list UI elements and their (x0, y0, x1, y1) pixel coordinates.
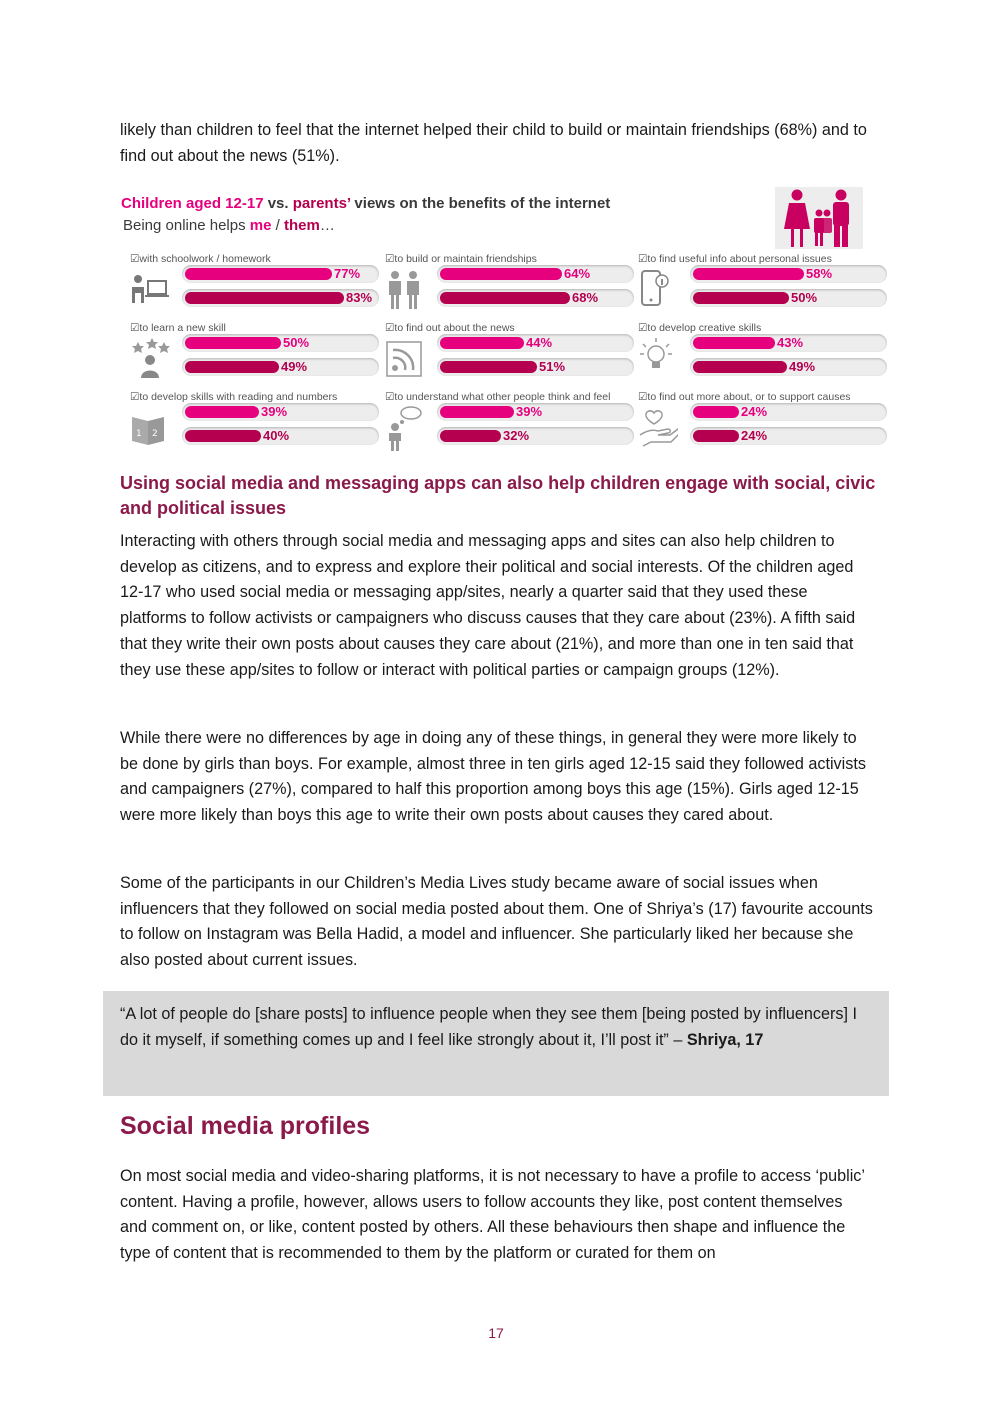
parents-bar-track (182, 289, 379, 307)
quote-box (103, 991, 889, 1096)
lightbulb-icon (638, 336, 678, 384)
paragraph-3: Some of the participants in our Children’s Media Lives study became aware of social issues when influencers that they followed on social media posted about them. One of Shriya’s (17) favourite accounts to follow on Instagram was Bella Hadid, a model and influencer. She particularly liked her because she also posted about current issues. (120, 874, 873, 970)
children-bar-track (182, 265, 379, 283)
parents-value-label: 24% (741, 428, 768, 443)
benefit-label: ☑to learn a new skill (130, 322, 226, 334)
children-bar-track (690, 265, 887, 283)
parents-bar-track (437, 289, 634, 307)
children-bar (693, 268, 804, 280)
parents-bar-track (690, 358, 887, 376)
benefit-item (638, 322, 876, 388)
parents-value-label: 49% (281, 359, 308, 374)
children-value-label: 43% (777, 335, 804, 350)
title-children: Children aged 12-17 (121, 195, 264, 212)
children-bar (440, 406, 514, 418)
benefit-item (130, 253, 373, 319)
children-bar (693, 406, 739, 418)
benefit-label: ☑to find useful info about personal issues (638, 253, 832, 265)
parents-bar (693, 361, 787, 373)
children-bar-track (182, 403, 379, 421)
children-bar-track (690, 403, 887, 421)
title-rest: views on the benefits of the internet (350, 195, 611, 212)
page-number: 17 (488, 1325, 504, 1341)
paragraph-2: While there were no differences by age in doing any of these things, in general they were more likely to be done by girls than boys. For example, almost three in ten girls aged 12-15 said they followed activists and campaigners (27%), compared to half this proportion among boys this age (15%). Girls aged 12-15 were more likely than boys this age to write their own posts about causes they cared about. (120, 729, 866, 825)
children-bar (185, 337, 281, 349)
parents-value-label: 32% (503, 428, 530, 443)
parents-value-label: 68% (572, 290, 599, 305)
children-bar-track (437, 334, 634, 352)
children-value-label: 77% (334, 266, 361, 281)
person-thought-icon (385, 405, 425, 453)
parents-bar-track (182, 427, 379, 445)
children-bar (440, 337, 524, 349)
subtitle-them: them (283, 217, 320, 234)
children-bar-track (437, 265, 634, 283)
benefit-item (385, 253, 623, 319)
children-value-label: 44% (526, 335, 553, 350)
parents-value-label: 40% (263, 428, 290, 443)
infographic-subtitle (123, 217, 335, 234)
quote-attribution: Shriya, 17 (686, 1030, 764, 1049)
infographic-title (121, 195, 610, 212)
benefit-label: ☑to find out about the news (385, 322, 515, 334)
parents-bar (185, 292, 344, 304)
parents-bar-track (437, 358, 634, 376)
benefit-item (385, 322, 623, 388)
children-bar (185, 268, 332, 280)
benefit-label: ☑to understand what other people think and feel (385, 391, 611, 403)
benefit-item (385, 391, 623, 457)
paragraph-1: Interacting with others through social media and messaging apps and sites can also help children to develop as citizens, and to express and explore their political and social interests. Of the children aged 12-17 who used social media or messaging app/sites, nearly a quarter said that they used these platforms to follow activists or campaigners who discuss causes that they care about (23%). A fifth said that they write their own posts about causes they care about (21%), and more than one in ten said that they use these app/sites to follow or interact with political parties or campaign groups (12%). (120, 532, 856, 679)
children-value-label: 64% (564, 266, 591, 281)
hand-heart-icon (638, 405, 678, 453)
parents-bar (693, 292, 789, 304)
children-bar-track (437, 403, 634, 421)
paragraph-4: On most social media and video-sharing platforms, it is not necessary to have a profile to access ‘public’ content. Having a profile, however, allows users to follow accounts they like, post content themselves and comment on, or like, content posted by others. All these behaviours then shape and influence the type of content that is recommended to them by the platform or curated for them on (120, 1167, 865, 1263)
intro-paragraph: likely than children to feel that the internet helped their child to build or maintain friendships (68%) and to find out about the news (51%). (120, 121, 867, 165)
title-vs: vs. (263, 195, 293, 212)
quote-text: “A lot of people do [share posts] to influence people when they see them [being posted by influencers] I do it myself, if something comes up and I feel like strongly about it, I’ll post it” – (120, 1005, 858, 1049)
svg-text:2: 2 (152, 429, 158, 439)
book-icon (130, 405, 170, 453)
parents-value-label: 50% (791, 290, 818, 305)
subheading: Using social media and messaging apps can also help children engage with social, civic and political issues (120, 473, 876, 518)
parents-bar-track (437, 427, 634, 445)
benefit-item (638, 253, 876, 319)
children-value-label: 24% (741, 404, 768, 419)
parents-value-label: 49% (789, 359, 816, 374)
parents-bar-track (182, 358, 379, 376)
benefit-label: ☑to find out more about, or to support causes (638, 391, 851, 403)
friends-icon (385, 267, 425, 315)
laptop-icon (130, 267, 170, 315)
subtitle-me: me (249, 217, 272, 234)
children-value-label: 50% (283, 335, 310, 350)
parents-bar-track (690, 289, 887, 307)
children-bar (440, 268, 562, 280)
rss-icon (385, 336, 425, 384)
children-bar-track (690, 334, 887, 352)
children-bar (185, 406, 259, 418)
parents-value-label: 83% (346, 290, 373, 305)
benefit-label: ☑to build or maintain friendships (385, 253, 537, 265)
parents-bar (440, 430, 501, 442)
parents-bar (440, 292, 570, 304)
section-title: Social media profiles (120, 1112, 371, 1140)
parents-value-label: 51% (539, 359, 566, 374)
svg-text:1: 1 (136, 429, 142, 439)
phone-info-icon (638, 267, 678, 315)
title-parents: parents’ (292, 195, 351, 212)
parents-bar (185, 361, 279, 373)
subtitle-lead: Being online helps (123, 217, 250, 234)
children-value-label: 39% (516, 404, 543, 419)
benefit-item (130, 322, 368, 388)
person-stars-icon (130, 336, 170, 384)
subtitle-end: … (319, 217, 335, 234)
family-icon (775, 187, 863, 249)
benefit-item (638, 391, 876, 457)
subtitle-sep: / (271, 217, 284, 234)
children-value-label: 39% (261, 404, 288, 419)
children-value-label: 58% (806, 266, 833, 281)
children-bar-track (182, 334, 379, 352)
benefit-label: ☑to develop creative skills (638, 322, 762, 334)
benefit-label: ☑to develop skills with reading and numbers (130, 391, 338, 403)
parents-bar (185, 430, 261, 442)
parents-bar-track (690, 427, 887, 445)
parents-bar (693, 430, 739, 442)
benefits-infographic (120, 187, 872, 455)
benefit-label: ☑with schoolwork / homework (130, 253, 271, 265)
parents-bar (440, 361, 537, 373)
children-bar (693, 337, 775, 349)
benefit-item (130, 391, 368, 457)
